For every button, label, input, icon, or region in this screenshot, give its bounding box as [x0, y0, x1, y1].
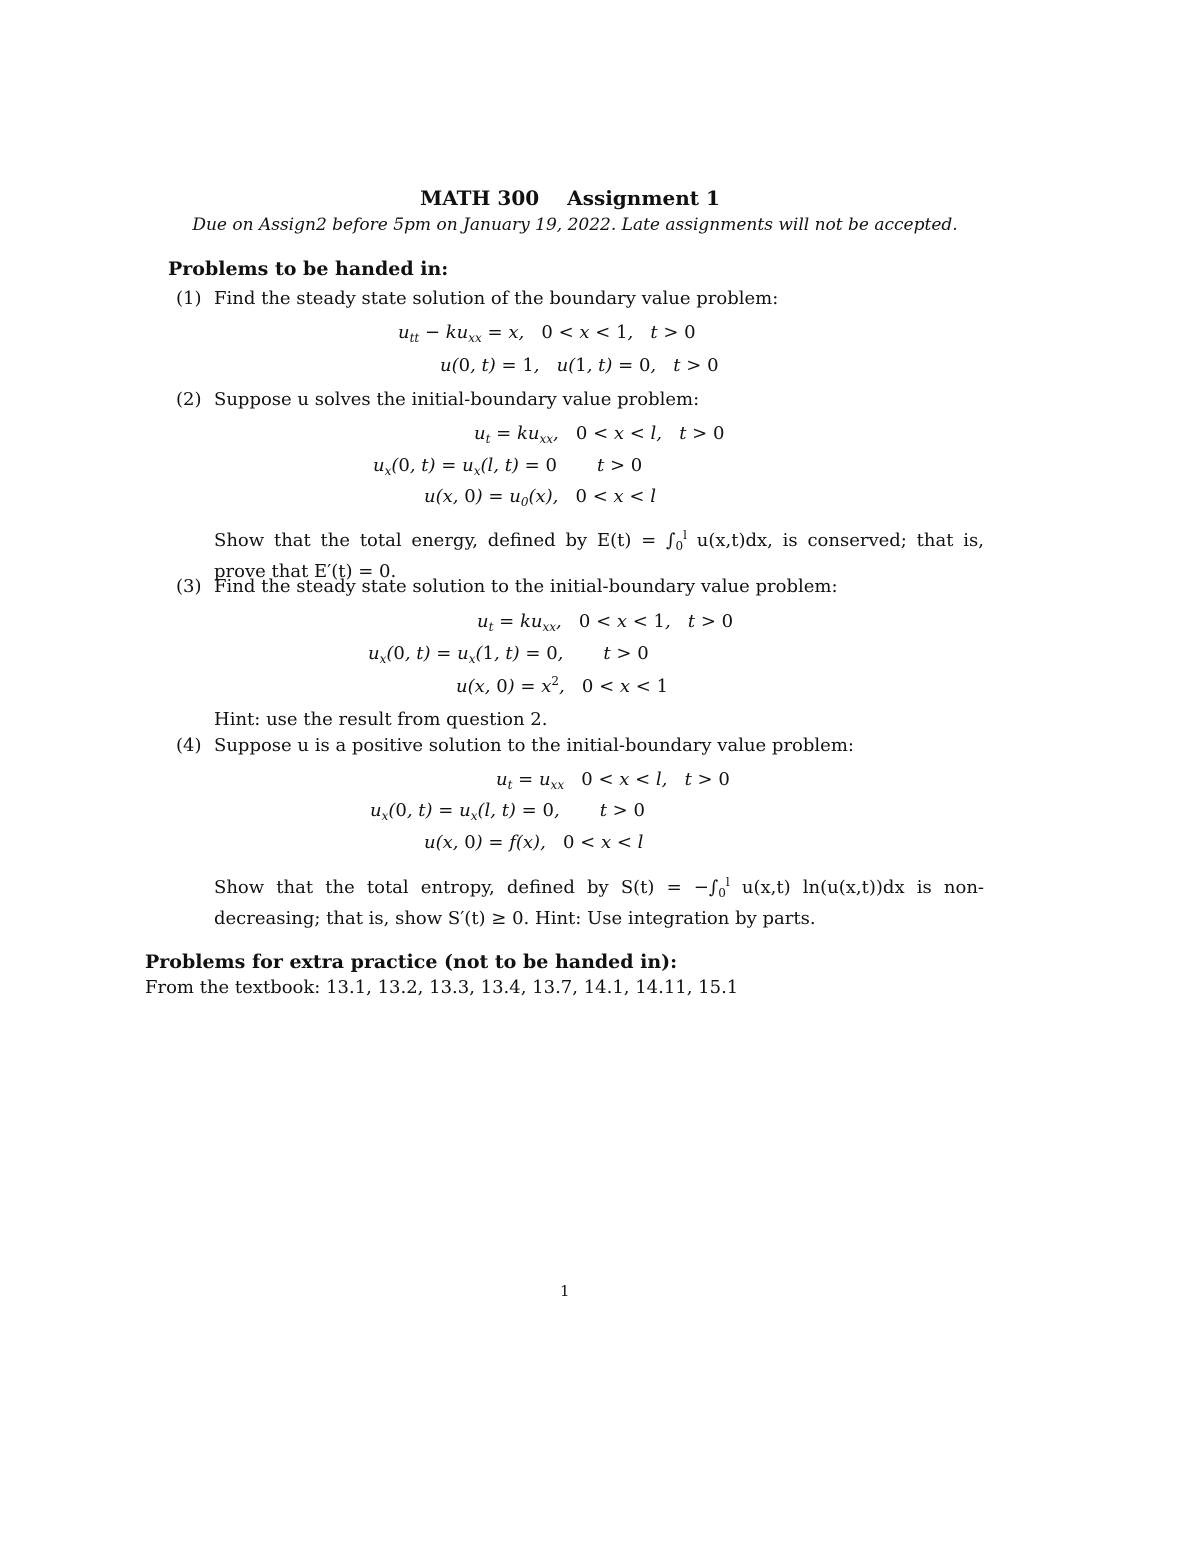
- section-heading-extra: Problems for extra practice (not to be handed in):: [145, 951, 678, 973]
- problem-2-note-part2: u(x,t)dx, is conserved; that is, prove that E′(t) = 0.: [214, 530, 984, 582]
- problem-2-equation-2: $u_x(0$, $t) = u_x(l$, t) = 0 t > 0: [373, 455, 643, 478]
- problem-2-statement: Suppose u solves the initial-boundary value problem:: [214, 389, 700, 410]
- problem-4-statement: Suppose u is a positive solution to the initial-boundary value problem:: [214, 735, 854, 756]
- problem-4-equation-3: u(x, 0) = f(x), 0 < x < l: [424, 832, 644, 853]
- problem-4-equation-1: $u_t = u_{xx}$ 0 < x < l, t > 0: [496, 769, 730, 792]
- problem-2-number: (2): [176, 389, 202, 410]
- problem-4-note: Show that the total entropy, defined by $S(t) = -\int_0^l$ u(x,t) ln(u(x,t))dx is non-decreasing; that is, show S′(t) ≥ 0. Hint: Use integration by parts.: [214, 875, 984, 929]
- due-note: Due on Assign2 before 5pm on January 19, 2022. Late assignments will not be accepted.: [192, 215, 958, 235]
- problem-4-note-part1: Show that the total entropy, defined by S(t) = −∫: [214, 877, 719, 898]
- problem-1-equation-2: u(0, t) = 1, u(1, t) = 0, t > 0: [440, 355, 719, 376]
- problem-2-equation-3: u(x, $0) = u_0(x)$, 0 < x < l: [424, 486, 656, 509]
- problem-2-note-part1: Show that the total energy, defined by E(t) = ∫: [214, 530, 676, 551]
- extra-practice-list: From the textbook: 13.1, 13.2, 13.3, 13.4, 13.7, 14.1, 14.11, 15.1: [145, 977, 739, 998]
- problem-3-number: (3): [176, 576, 202, 597]
- page-title: [0, 186, 1140, 210]
- problem-3-hint: Hint: use the result from question 2.: [214, 709, 548, 730]
- course-code: MATH 300: [420, 186, 540, 210]
- problem-2-note: Show that the total energy, defined by $E(t) = \int_0^l$ u(x,t)dx, is conserved; that is, prove that E′(t) = 0.: [214, 528, 984, 582]
- problem-1-equation-1: $u_{tt} - ku_{xx} = x$, 0 < x < 1, t > 0: [398, 322, 696, 345]
- problem-2-equation-1: $u_t = ku_{xx}$, 0 < x < l, t > 0: [474, 423, 725, 446]
- problem-4-note-part2: u(x,t) ln(u(x,t))dx is non-decreasing; that is, show S′(t) ≥ 0. Hint: Use integration by parts.: [214, 877, 984, 929]
- section-heading-handed-in: Problems to be handed in:: [168, 258, 449, 280]
- problem-1-number: (1): [176, 288, 202, 309]
- problem-3-equation-2: $u_x(0$, $t) = u_x(1$, t) = 0, t > 0: [368, 643, 649, 666]
- problem-4-equation-2: $u_x(0$, $t) = u_x(l$, t) = 0, t > 0: [370, 800, 645, 823]
- problem-4-number: (4): [176, 735, 202, 756]
- problem-3-equation-3: u(x, $0) = x^2$, 0 < x < 1: [456, 674, 669, 697]
- problem-3-equation-1: $u_t = ku_{xx}$, 0 < x < 1, t > 0: [477, 611, 734, 634]
- problem-1-statement: Find the steady state solution of the boundary value problem:: [214, 288, 779, 309]
- page-number: 1: [560, 1282, 570, 1300]
- assignment-name: Assignment 1: [567, 186, 720, 210]
- problem-3-statement: Find the steady state solution to the initial-boundary value problem:: [214, 576, 838, 597]
